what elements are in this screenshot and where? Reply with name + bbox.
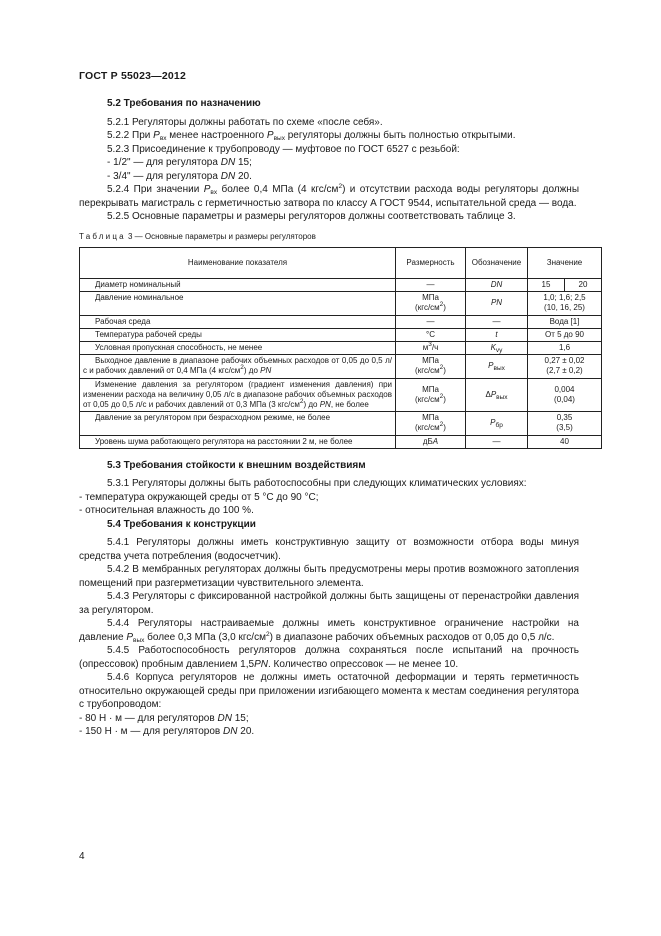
clause-5-2-3: 5.2.3 Присоединение к трубопроводу — муфтовое по ГОСТ 6527 с резьбой: [107,143,460,155]
table-caption: Таблица 3 — Основные параметры и размеры регуляторов [79,231,316,241]
table-row: Уровень шума работающего регулятора на расстоянии 2 м, не более дБА — 40 [80,435,602,448]
clause-5-2-4: 5.2.4 При значении $P_{вх}$ более 0,4 МПа (4 кгс/$см^2$) и отсутствии расхода воды регуляторы должны перекрывать магистраль с герметичностью затвора по классу А ГОСТ 9544, испытательной среда — вода. [79,183,580,209]
page-number: 4 [79,851,85,862]
list-item: - температура окружающей среды от 5 °С до 90 °С; [79,491,319,503]
clause-5-3-1: 5.3.1 Регуляторы должны быть работоспособны при следующих климатических условиях: [107,478,527,490]
list-item: - относительная влажность до 100 %. [79,505,254,517]
table-row: Диаметр номинальный — DN 15 20 [80,279,602,292]
col-header-unit: Размерность [396,248,466,279]
list-item: - 150 Н · м — для регуляторов DN 20. [79,726,255,738]
clause-5-4-6: 5.4.6 Корпуса регуляторов не должны иметь остаточной деформации и терять герметичность относительно окружающей среды при приложении изгибающего момента к местам соединения регулятора с трубопроводом: [79,672,579,711]
parameters-table [79,247,602,449]
col-header-symbol: Обозначение [466,248,528,279]
section-5-4-heading: 5.4 Требования к конструкции [107,518,256,530]
table-row: Выходное давление в диапазоне рабочих объемных расходов от 0,05 до 0,5 л/с и рабочих давлений от 0,4 МПа (4 кгс/$см^2$) до PN МПа $(кгс/см^2)$ $P_{вых}$ 0,27 ± 0,02 (2,7 ± 0,2) [80,355,602,378]
col-header-name: Наименование показателя [80,248,396,279]
table-row: Изменение давления за регулятором (градиент изменения давления) при изменении расхода на величину 0,05 л/с в диапазоне рабочих объемных расходов от 0,05 до 0,5 л/с и рабочих давлений от 0,3 МПа (3 кгс/$см^2$) до PN, не более МПа $(кгс/см^2)$ $\Delta P_{вых}$ 0,004 (0,04) [80,378,602,412]
section-5-3-heading: 5.3 Требования стойкости к внешним воздействиям [107,459,366,471]
clause-5-2-1: 5.2.1 Регуляторы должны работать по схеме «после себя». [107,116,383,128]
list-item: - 1/2" — для регулятора DN 15; [107,157,252,168]
clause-5-4-2: 5.4.2 В мембранных регуляторах должны быть предусмотрены меры против возможного затопления помещений при разгерметизации чувствительного элемента. [79,564,579,589]
table-row: Условная пропускная способность, не менее $м^3/ч$ $K_{vy}$ 1,6 [80,342,602,355]
clause-5-4-3: 5.4.3 Регуляторы с фиксированной настройкой должны быть защищены от перенастройки давления за регулятором. [79,591,579,616]
document-header: ГОСТ Р 55023—2012 [79,70,187,82]
table-row: Давление за регулятором при безрасходном режиме, не более МПа $(кгс/см^2)$ $P_{бр}$ 0,35 (3,5) [80,412,602,435]
clause-5-4-4: 5.4.4 Регуляторы настраиваемые должны иметь конструктивное ограничение настройки на давление $P_{вых}$ более 0,3 МПа (3,0 кгс/$см^2$) в диапазоне рабочих объемных расходов от 0,05 до 0,5 л/с. [79,618,579,644]
clause-5-4-1: 5.4.1 Регуляторы должны иметь конструктивную защиту от возможности отбора воды минуя средства учета потребления (водосчетчик). [79,537,579,562]
list-item: - 80 Н · м — для регуляторов DN 15; [79,712,249,724]
clause-5-4-5: 5.4.5 Работоспособность регуляторов должна сохраняться после испытаний на прочность (опрессовок) пробным давлением 1,5PN. Количество опрессовок — не менее 10. [79,645,579,670]
section-5-2-heading: 5.2 Требования по назначению [107,98,261,109]
page-body [79,97,588,739]
table-row: Температура рабочей среды °С t От 5 до 90 [80,328,602,341]
table-row: Рабочая среда — — Вода [1] [80,315,602,328]
clause-5-2-5: 5.2.5 Основные параметры и размеры регуляторов должны соответствовать таблице 3. [107,211,516,222]
clause-5-2-2: 5.2.2 При $P_{вх}$ менее настроенного $P_{вых}$ регуляторы должны быть полностью открытыми. [107,130,516,142]
list-item: - 3/4" — для регулятора DN 20. [107,170,252,182]
table-header-row [80,248,602,279]
col-header-value: Значение [528,248,602,279]
table-row: Давление номинальное МПа $(кгс/см^2)$ PN 1,0; 1,6; 2,5 (10, 16, 25) [80,292,602,315]
